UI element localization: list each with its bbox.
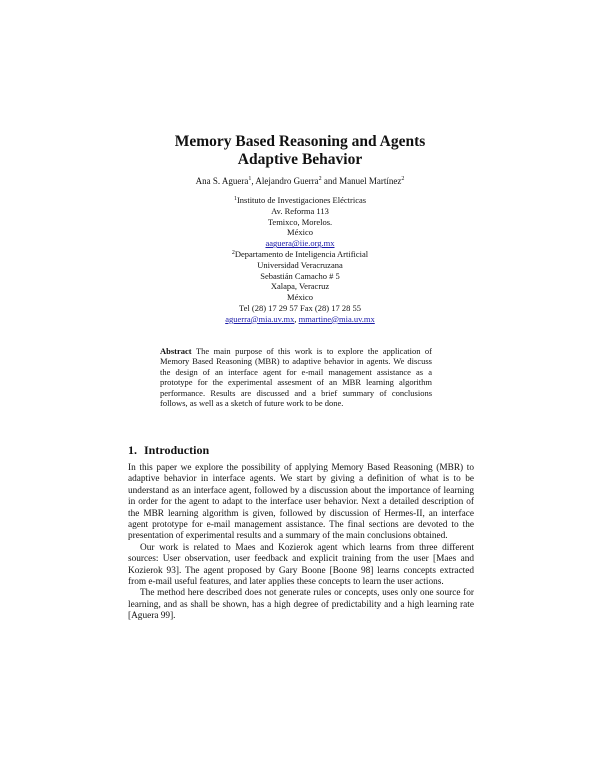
affiliation-marker: 2 (318, 176, 322, 182)
affiliation-marker: 2 (401, 176, 405, 182)
affiliation-1-line (150, 195, 450, 206)
affiliation-2-line (150, 249, 450, 260)
email-link-aaguera[interactable]: aaguera@iie.org.mx (265, 238, 335, 249)
introduction-body (128, 463, 474, 623)
abstract-text: The main purpose of this work is to explore the application of Memory Based Reasoning (MBR) to adaptive behavior in agents. We discuss the design of an interface agent for e-mail management assistance as a prototype for the experimental assesment of an MBR learning algorithm performance. Results are discussed and a brief summary of conclusions follows, as well as a sketch of future work to be done. (160, 346, 432, 409)
section-number: 1. (128, 443, 137, 457)
paragraph: Our work is related to Maes and Kozierok agent which learns from three different sources: User observation, user feedback and explicit training from the user [Maes and Kozierok 93]. The agent proposed by Gary Boone [Boone 98] learns concepts extracted from e-mail useful features, and later applies these concepts to learn the user actions. (128, 542, 474, 588)
abstract-label: Abstract (160, 346, 192, 356)
title-line-2: Adaptive Behavior (237, 151, 363, 168)
email-link-aguerra[interactable]: aguerra@mia.uv.mx (225, 313, 295, 324)
abstract (160, 346, 432, 408)
paragraph: The method here described does not generate rules or concepts, uses only one source for learning, and as shall be shown, has a high degree of predictability and a high learning rate [Aguera 99]. (128, 588, 474, 622)
author-name: Alejandro Guerra (255, 176, 319, 186)
email-separator: , (294, 313, 299, 324)
affiliation-text: Instituto de Investigaciones Eléctricas (236, 195, 367, 205)
affiliation-2-line: Sebastián Camacho # 5 (260, 270, 340, 281)
affiliation-marker: 2 (231, 249, 235, 256)
email-link-mmartine[interactable]: mmartine@mia.uv.mx (298, 313, 375, 324)
section-title: Introduction (144, 443, 210, 457)
author-name: Ana S. Aguera (195, 176, 249, 186)
paragraph: In this paper we explore the possibility of applying Memory Based Reasoning (MBR) to adaptive behavior in interface agents. We start by giving a definition of what is to be understand as an interface agent, followed by a discussion about the importance of learning in order for the agent to adapt to the interface user behavior. Next a detailed description of the MBR learning algorithm is given, followed by discussion of Hermes-II, an interface agent prototype for e-mail management assistance. The final sections are devoted to the presentation of experimental results and a summary of the main conclusions obtained. (128, 463, 474, 542)
title-line-1: Memory Based Reasoning and Agents (174, 133, 426, 150)
paper-title (100, 133, 500, 169)
author-separator: and (321, 176, 340, 186)
author-list (100, 175, 500, 187)
author-separator: , (251, 176, 256, 186)
affiliation-1-line: Av. Reforma 113 (271, 205, 329, 216)
affiliation-1-line: Temixco, Morelos. (267, 216, 333, 227)
affiliation-1-line: México (287, 227, 313, 238)
section-heading-introduction (128, 443, 209, 457)
affiliation-marker: 1 (248, 176, 252, 182)
author-name: Manuel Martínez (339, 176, 402, 186)
affiliation-2-line: Universidad Veracruzana (257, 259, 343, 270)
affiliation-text: Departamento de Inteligencia Artificial (234, 248, 369, 259)
affiliation-2-line: Xalapa, Veracruz (270, 281, 330, 292)
affiliation-2-line: México (287, 292, 313, 303)
affiliation-2-phone: Tel (28) 17 29 57 Fax (28) 17 28 55 (239, 302, 361, 313)
affiliations (150, 195, 450, 325)
affiliation-marker: 1 (233, 196, 237, 202)
